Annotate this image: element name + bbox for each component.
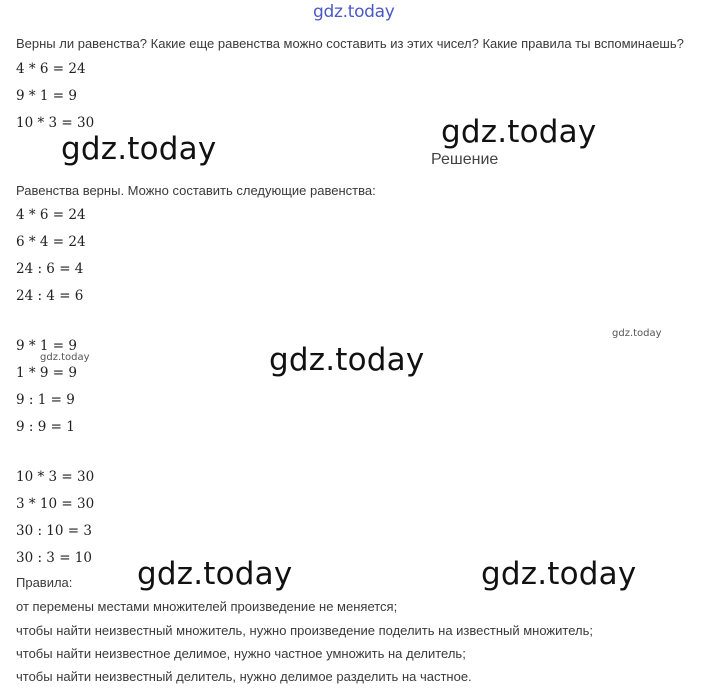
equation: 24 : 4 = 6 [16,288,84,304]
equation: 24 : 6 = 4 [16,261,84,277]
answer-intro: Равенства верны. Можно составить следующие равенства: [16,183,376,198]
equation: 9 * 1 = 9 [16,338,77,354]
given-equation: 4 * 6 = 24 [16,61,86,77]
equation: 4 * 6 = 24 [16,207,86,223]
watermark-small: gdz.today [40,352,90,363]
equation: 30 : 10 = 3 [16,523,92,539]
watermark: gdz.today [481,556,637,592]
watermark-small: gdz.today [612,328,662,339]
given-equation: 9 * 1 = 9 [16,88,77,104]
watermark: gdz.today [61,131,217,167]
equation: 30 : 3 = 10 [16,550,92,566]
equation: 9 : 1 = 9 [16,392,75,408]
watermark: gdz.today [137,556,293,592]
rules-title: Правила: [16,575,73,590]
solution-heading: Решение [431,151,499,168]
watermark: gdz.today [441,114,597,150]
question-text: Верны ли равенства? Какие еще равенства можно составить из этих чисел? Какие правила ты вспоминаешь? [16,36,684,51]
equation: 1 * 9 = 9 [16,365,77,381]
given-equation: 10 * 3 = 30 [16,115,95,131]
rule-item: чтобы найти неизвестное делимое, нужно частное умножить на делитель; [16,646,466,661]
rule-item: чтобы найти неизвестный множитель, нужно произведение поделить на известный множитель; [16,623,593,638]
watermark: gdz.today [269,342,425,378]
equation: 3 * 10 = 30 [16,496,95,512]
equation: 6 * 4 = 24 [16,234,86,250]
watermark-top: gdz.today [313,2,395,22]
rule-item: чтобы найти неизвестный делитель, нужно делимое разделить на частное. [16,669,472,684]
rule-item: от перемены местами множителей произведение не меняется; [16,599,398,614]
equation: 10 * 3 = 30 [16,469,95,485]
equation: 9 : 9 = 1 [16,419,75,435]
